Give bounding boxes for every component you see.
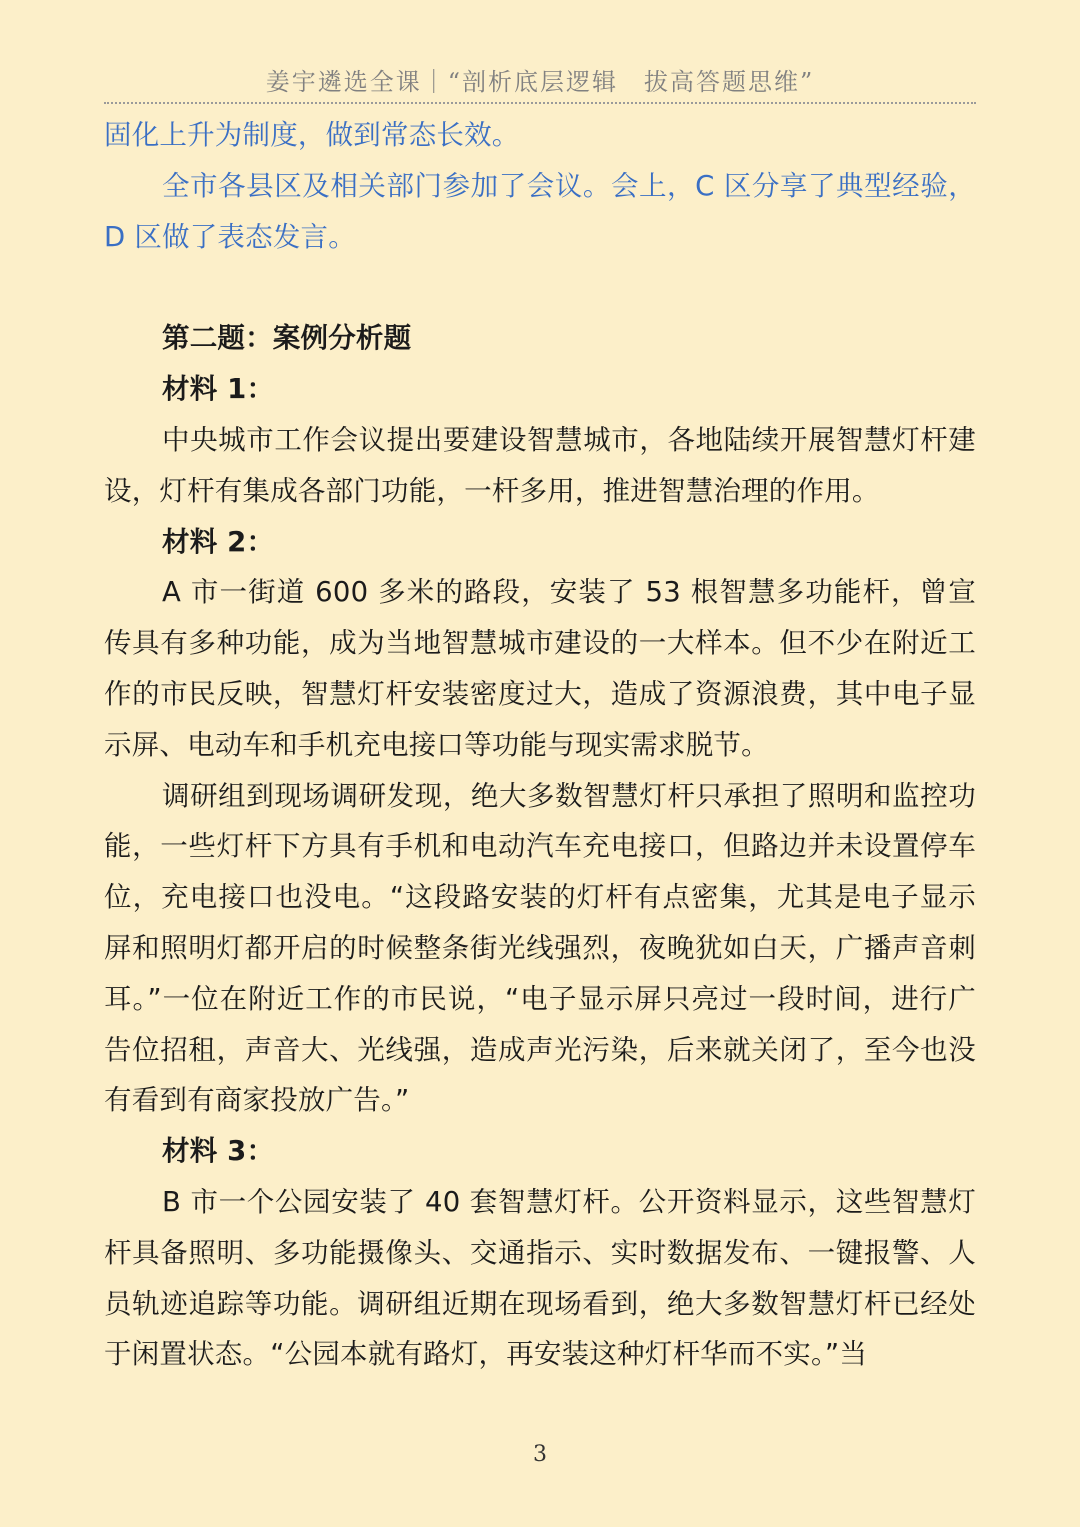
material-2-paragraph-2: 调研组到现场调研发现，绝大多数智慧灯杆只承担了照明和监控功能，一些灯杆下方具有手机和电动汽车充电接口，但路边并未设置停车位，充电接口也没电。“这段路安装的灯杆有点密集，尤其是电子显示屏和照明灯都开启的时候整条街光线强烈，夜晚犹如白天，广播声音刺耳。”一位在附近工作的市民说，“电子显示屏只亮过一段时间，进行广告位招租，声音大、光线强，造成声光污染，后来就关闭了，至今也没有看到有商家投放广告。” — [104, 779, 976, 1117]
page-header: 姜宇遴选全课｜“剖析底层逻辑 拔高答题思维” — [265, 68, 815, 96]
section-heading: 第二题：案例分析题 — [162, 322, 412, 355]
material-3-paragraph: B 市一个公园安装了 40 套智慧灯杆。公开资料显示，这些智慧灯杆具备照明、多功能摄像头、交通指示、实时数据发布、一键报警、人员轨迹追踪等功能。调研组近期在现场看到，绝大多数智慧灯杆已经处于闲置状态。“公园本就有路灯，再安装这种灯杆华而不实。”当 — [104, 1185, 976, 1371]
blue-line-1: 固化上升为制度，做到常态长效。 — [104, 119, 520, 151]
material-1-label: 材料 1： — [162, 373, 275, 406]
material-2-paragraph-1: A 市一街道 600 多米的路段，安装了 53 根智慧多功能杆，曾宣传具有多种功能，成为当地智慧城市建设的一大样本。但不少在附近工作的市民反映，智慧灯杆安装密度过大，造成了资源浪费，其中电子显示屏、电动车和手机充电接口等功能与现实需求脱节。 — [104, 576, 976, 761]
blue-paragraph-2: 全市各县区及相关部门参加了会议。会上，C 区分享了典型经验，D 区做了表态发言。 — [104, 169, 976, 253]
header-divider — [104, 102, 976, 104]
page-number: 3 — [533, 1442, 547, 1467]
material-2-label: 材料 2： — [162, 525, 275, 558]
material-1-paragraph: 中央城市工作会议提出要建设智慧城市，各地陆续开展智慧灯杆建设，灯杆有集成各部门功能，一杆多用，推进智慧治理的作用。 — [104, 423, 976, 507]
section-spacer — [104, 262, 976, 313]
page-content — [104, 110, 976, 1380]
material-3-label: 材料 3： — [162, 1135, 275, 1168]
